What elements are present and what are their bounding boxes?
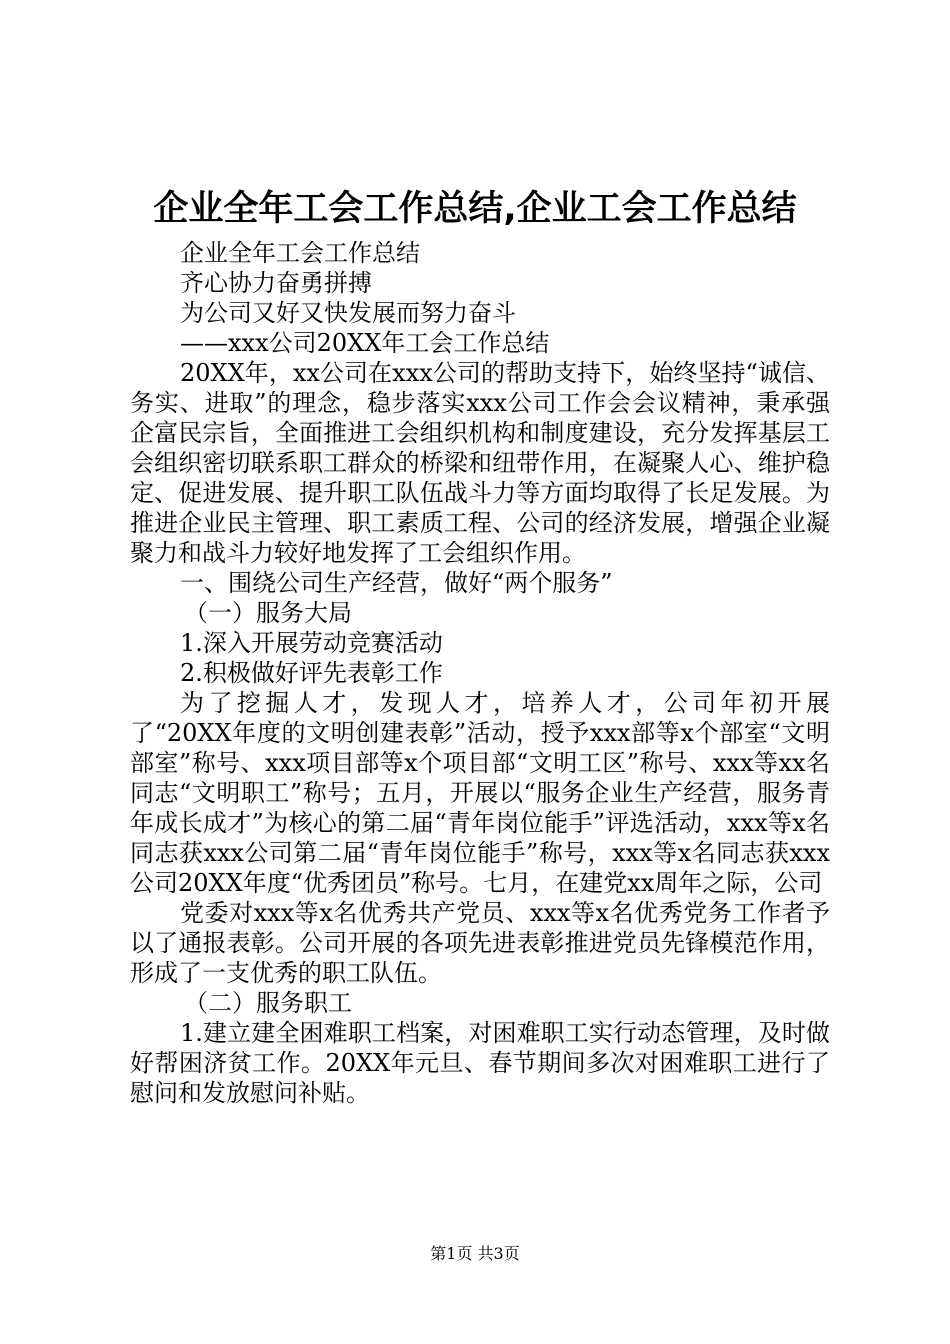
paragraph-party: 党委对xxx等x名优秀共产党员、xxx等x名优秀党务工作者予以了通报表彰。公司开展的各项先进表彰推进党员先锋模范作用，形成了一支优秀的职工队伍。	[130, 899, 830, 987]
section-heading-1: 一、围绕公司生产经营，做好“两个服务”	[180, 569, 613, 597]
paragraph-awards: 为了挖掘人才，发现人才，培养人才，公司年初开展了“20XX年度的文明创建表彰”活动，授予xxx部等x个部室“文明部室”称号、xxx项目部等x个项目部“文明工区”称号、xxx等xx名同志“文明职工”称号；五月，开展以“服务企业生产经营，服务青年成长成才”为核心的第二届“青年岗位能手”评选活动，xxx等x名同志获xxx公司第二届“青年岗位能手”称号，xxx等x名同志获xxx公司20XX年度“优秀团员”称号。七月，在建党xx周年之际，公司	[130, 689, 830, 897]
subtitle-line-2: 齐心协力奋勇拼搏	[180, 269, 372, 297]
list-item-2: 2.积极做好评先表彰工作	[180, 659, 443, 687]
list-item-1: 1.深入开展劳动竞赛活动	[180, 629, 443, 657]
paragraph-assistance: 1.建立建全困难职工档案，对困难职工实行动态管理，及时做好帮困济贫工作。20XX年元旦、春节期间多次对困难职工进行了慰问和发放慰问补贴。	[130, 1019, 830, 1107]
subtitle-line-1: 企业全年工会工作总结	[180, 239, 420, 267]
document-title: 企业全年工会工作总结,企业工会工作总结	[153, 189, 797, 229]
subsection-heading-2: （二）服务职工	[184, 989, 352, 1017]
subsection-heading-1: （一）服务大局	[184, 599, 352, 627]
document-body	[130, 238, 830, 1108]
subtitle-line-4: ——xxx公司20XX年工会工作总结	[180, 329, 550, 357]
page-number: 第1页 共3页	[430, 1244, 520, 1263]
paragraph-intro: 20XX年，xx公司在xxx公司的帮助支持下，始终坚持“诚信、务实、进取”的理念，稳步落实xxx公司工作会会议精神，秉承强企富民宗旨，全面推进工会组织机构和制度建设，充分发挥基层工会组织密切联系职工群众的桥梁和纽带作用，在凝聚人心、维护稳定、促进发展、提升职工队伍战斗力等方面均取得了长足发展。为推进企业民主管理、职工素质工程、公司的经济发展，增强企业凝聚力和战斗力较好地发挥了工会组织作用。	[130, 359, 830, 567]
subtitle-line-3: 为公司又好又快发展而努力奋斗	[180, 299, 516, 327]
